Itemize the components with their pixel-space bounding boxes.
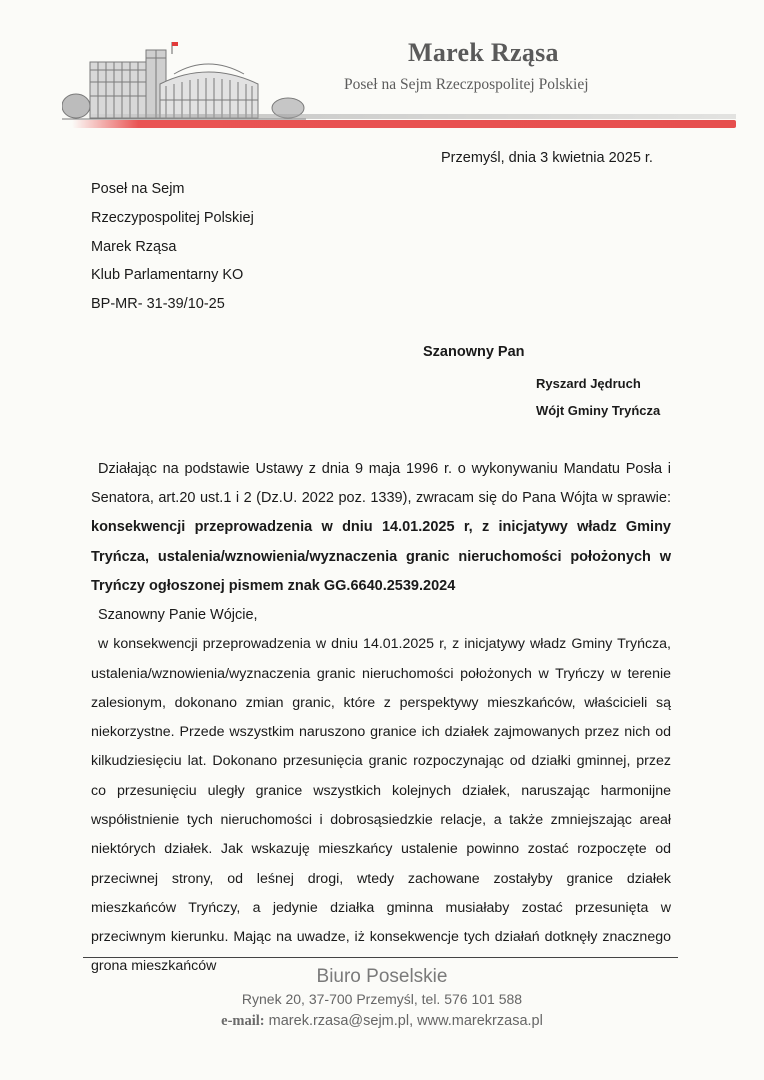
intro-paragraph [91,455,671,601]
sender-line: Klub Parlamentarny KO [91,267,244,284]
footer-contact [0,1013,764,1030]
sender-reference: BP-MR- 31-39/10-25 [91,296,225,313]
footer-email-label: e-mail: [221,1013,265,1029]
recipient-salutation: Szanowny Pan [423,344,525,360]
footer-divider [83,957,678,958]
letter-date: Przemyśl, dnia 3 kwietnia 2025 r. [441,150,653,166]
sender-line: Marek Rząsa [91,238,177,255]
subject-text: konsekwencji przeprowadzenia w dniu 14.01.2025 r, z inicjatywy władz Gminy Tryńcza, ustalenia/wznowienia/wyznaczenia granic nieruchomości położonych w Tryńczy ogłoszonej pismem znak GG.6640.2539.2024 [91,519,671,594]
sender-line: Rzeczypospolitej Polskiej [91,209,254,226]
sender-block [91,175,254,319]
sender-line: Poseł na Sejm [91,181,185,197]
letterhead-subtitle: Poseł na Sejm Rzeczpospolitej Polskiej [344,76,589,93]
letter-body [91,455,671,982]
main-paragraph: w konsekwencji przeprowadzenia w dniu 14.01.2025 r, z inicjatywy władz Gminy Tryńcza, ustalenia/wznowienia/wyznaczenia granic nieruchomości położonych w Tryńczy w terenie zalesionym, dokonano zmian granic, które z perspektywy mieszkańców, właścicieli są niekorzystne. Przede wszystkim naruszono granice ich działek zajmowanych przez nich od kilkudziesięciu lat. Dokonano przesunięcia granic rozpoczynając od działki gminnej, przez co przesunięciu uległy granice wszystkich kolejnych działek, naruszając harmonijne współistnienie tych nieruchomości i dobrosąsiedzkie relacje, a także zmniejszając areał niektórych działek. Jak wskazuję mieszkańcy ustalenie powinno zostać rozpoczęte od przeciwnej strony, od leśnej drogi, wtedy zachowane zostałyby granice działek mieszkańców Tryńczy, a jedynie działka gminna musiałaby zostać przesunięta w przeciwnym kierunku. Mając na uwadze, iż konsekwencje tych działań dotknęły znacznego grona mieszkańców [91,636,671,975]
sejm-building-icon [62,40,306,122]
letterhead-red-rule [72,120,736,128]
footer-email-value: marek.rzasa@sejm.pl, www.marekrzasa.pl [268,1013,543,1029]
intro-text: Działając na podstawie Ustawy z dnia 9 maja 1996 r. o wykonywaniu Mandatu Posła i Senatora, art.20 ust.1 i 2 (Dz.U. 2022 poz. 1339), zwracam się do Pana Wójta w sprawie: [91,461,671,507]
recipient-title: Wójt Gminy Tryńcza [536,403,661,418]
footer-office-title: Biuro Poselskie [316,966,448,987]
recipient-name: Ryszard Jędruch [536,376,641,391]
greeting: Szanowny Panie Wójcie, [98,607,258,624]
footer-address: Rynek 20, 37-700 Przemyśl, tel. 576 101 588 [241,991,523,1007]
letterhead-grey-rule [72,114,736,119]
letterhead-name: Marek Rząsa [408,38,559,67]
